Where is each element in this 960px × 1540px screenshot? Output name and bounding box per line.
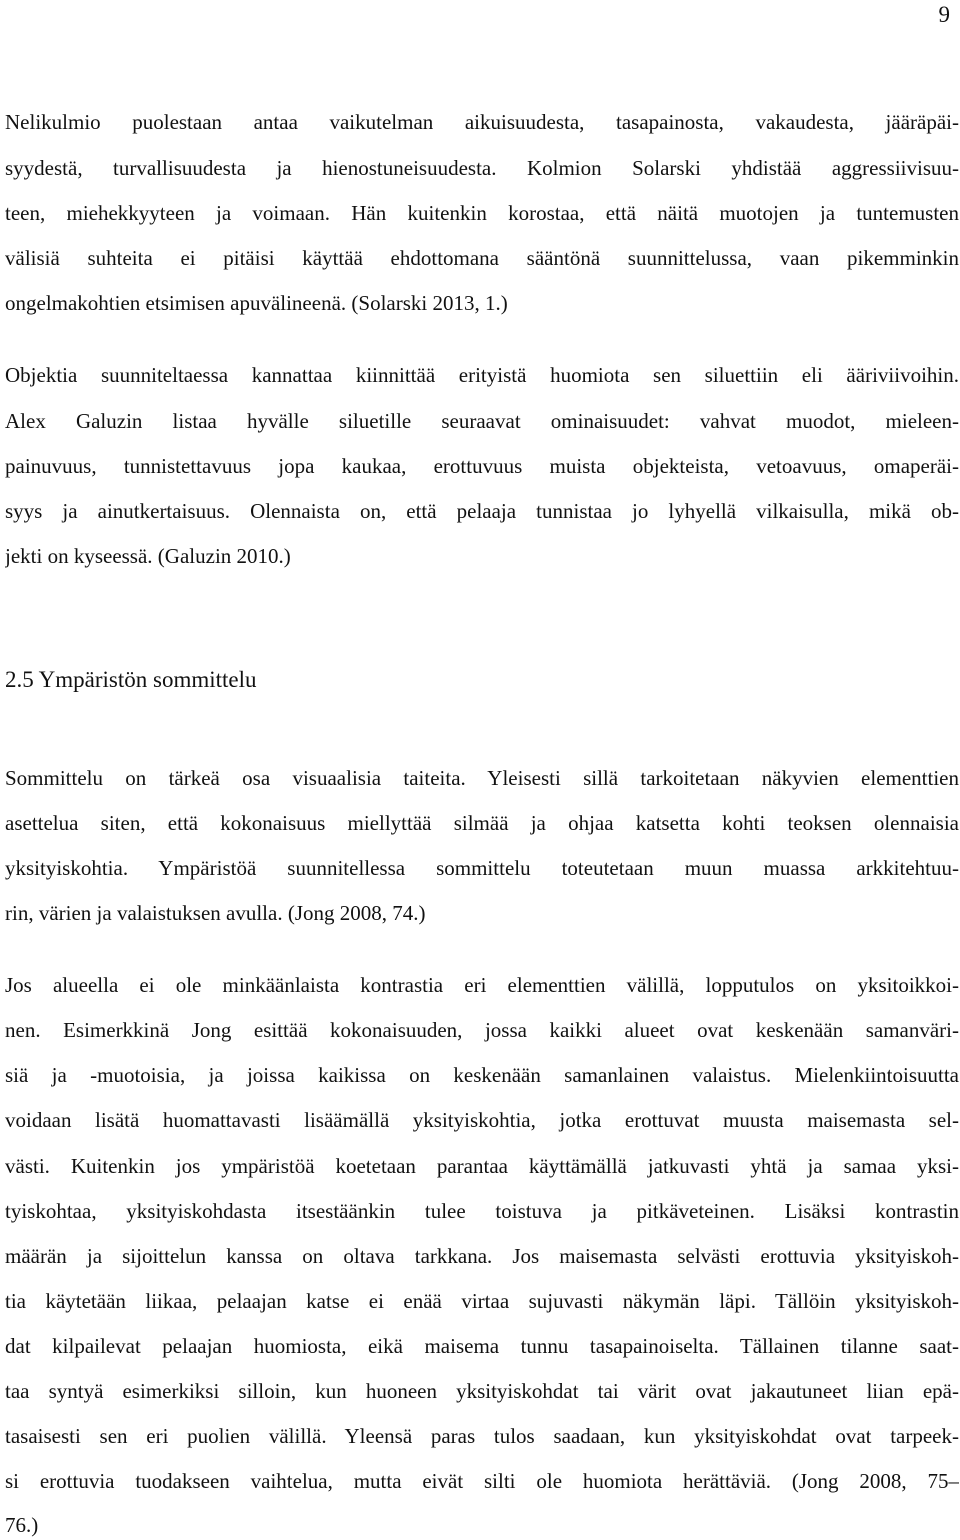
text-line: västi. Kuitenkin jos ympäristöä koetetaan parantaa käyttämällä jatkuvasti yhtä ja samaa yksi- [5,1154,959,1178]
text-line: Sommittelu on tärkeä osa visuaalisia taiteita. Yleisesti sillä tarkoitetaan näkyvien elementtien [5,766,959,790]
text-line: Alex Galuzin listaa hyvälle siluetille seuraavat ominaisuudet: vahvat muodot, mieleen- [5,409,959,433]
text-line: painuvuus, tunnistettavuus jopa kaukaa, erottuvuus muista objekteista, vetoavuus, omaperäi- [5,454,959,478]
text-line: tasaisesti sen eri puolien välillä. Yleensä paras tulos saadaan, kun yksityiskohdat ovat tarpeek- [5,1424,959,1448]
text-line: siä ja -muotoisia, ja joissa kaikissa on keskenään samanlainen valaistus. Mielenkiintoisuutta [5,1063,959,1087]
text-line: nen. Esimerkkinä Jong esittää kokonaisuuden, jossa kaikki alueet ovat keskenään samanväri- [5,1018,959,1042]
text-line: syydestä, turvallisuudesta ja hienostuneisuudesta. Kolmion Solarski yhdistää aggressiivisuu- [5,156,959,180]
text-line: tia käytetään liikaa, pelaajan katse ei enää virtaa sujuvasti näkymän läpi. Tällöin yksityiskoh- [5,1289,959,1313]
text-line: dat kilpailevat pelaajan huomiosta, eikä maisema tunnu tasapainoiselta. Tällainen tilanne saat- [5,1334,959,1358]
text-line: Nelikulmio puolestaan antaa vaikutelman aikuisuudesta, tasapainosta, vakaudesta, jääräpäi- [5,110,959,134]
text-line: syys ja ainutkertaisuus. Olennaista on, että pelaaja tunnistaa jo lyhyellä vilkaisulla, mikä ob- [5,499,959,523]
text-line: teen, miehekkyyteen ja voimaan. Hän kuitenkin korostaa, että näitä muotojen ja tuntemusten [5,201,959,225]
page-number: 9 [938,2,950,27]
text-line: yksityiskohtia. Ympäristöä suunnitellessa sommittelu toteutetaan muun muassa arkkitehtuu- [5,856,959,880]
text-line: rin, värien ja valaistuksen avulla. (Jong 2008, 74.) [5,901,426,925]
text-line: voidaan lisätä huomattavasti lisäämällä yksityiskohtia, jotka erottuvat muusta maisemasta sel- [5,1108,959,1132]
text-line: asettelua siten, että kokonaisuus miellyttää silmää ja ohjaa katsetta kohti teoksen olennaisia [5,811,959,835]
section-heading: 2.5 Ympäristön sommittelu [5,667,257,692]
text-line: si erottuvia tuodakseen vaihtelua, mutta eivät silti ole huomiota herättäviä. (Jong 2008, 75– [5,1469,959,1493]
text-line: jekti on kyseessä. (Galuzin 2010.) [5,544,291,568]
text-line: välisiä suhteita ei pitäisi käyttää ehdottomana sääntönä suunnittelussa, vaan pikemminkin [5,246,959,270]
text-line: tyiskohtaa, yksityiskohdasta itsestäänkin tulee toistuva ja pitkäveteinen. Lisäksi kontrastin [5,1199,959,1223]
text-line: Jos alueella ei ole minkäänlaista kontrastia eri elementtien välillä, lopputulos on yksitoikkoi- [5,973,959,997]
text-line: 76.) [5,1513,39,1537]
text-line: määrän ja sijoittelun kanssa on oltava tarkkana. Jos maisemasta selvästi erottuvia yksityiskoh- [5,1244,959,1268]
text-line: ongelmakohtien etsimisen apuvälineenä. (Solarski 2013, 1.) [5,291,508,315]
text-line: Objektia suunniteltaessa kannattaa kiinnittää erityistä huomiota sen siluettiin eli ääriviivoihin. [5,363,959,387]
text-line: taa syntyä esimerkiksi silloin, kun huoneen yksityiskohdat tai värit ovat jakautuneet liian epä- [5,1379,959,1403]
